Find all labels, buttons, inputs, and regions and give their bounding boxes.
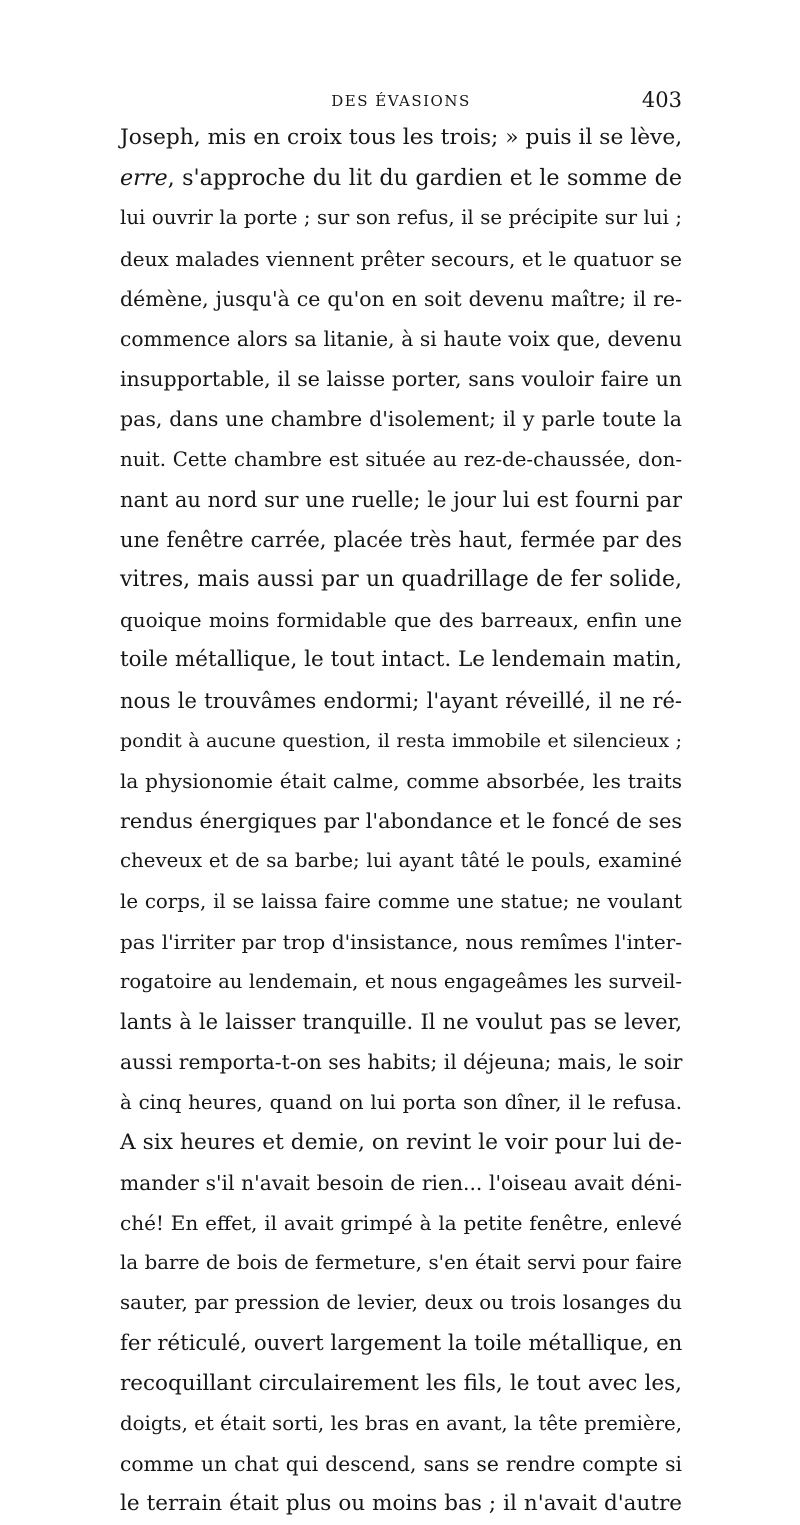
line-text: deux malades viennent prêter secours, et le quatuor se (120, 246, 682, 271)
text-line (120, 1324, 682, 1364)
text-line (120, 440, 682, 480)
line-text: mander s'il n'avait besoin de rien... l'oiseau avait déni- (120, 1170, 682, 1195)
line-text: la barre de bois de fermeture, s'en était servi pour faire (120, 1251, 682, 1275)
body-text (120, 118, 682, 1525)
line-text: nous le trouvâmes endormi; l'ayant réveillé, il ne ré- (120, 688, 682, 713)
text-line (120, 1364, 682, 1404)
page-number: 403 (641, 88, 682, 112)
line-text: le corps, il se laissa faire comme une statue; ne voulant (120, 889, 682, 913)
text-line (120, 198, 682, 238)
line-text: rogatoire au lendemain, et nous engageâmes les surveil- (120, 969, 682, 993)
text-line (120, 1283, 682, 1323)
text-line (120, 560, 682, 600)
text-line (120, 962, 682, 1002)
text-line (120, 922, 682, 962)
text-line (120, 801, 682, 841)
line-text: A six heures et demie, on revint le voir pour lui de- (120, 1129, 682, 1155)
text-line (120, 118, 682, 158)
running-head (120, 88, 682, 116)
line-text: commence alors sa litanie, à si haute voix que, devenu (120, 326, 682, 351)
line-text: rendus énergiques par l'abondance et le foncé de ses (120, 809, 682, 834)
line-text: aussi remporta-t-on ses habits; il déjeuna; mais, le soir (120, 1050, 683, 1075)
text-line (120, 520, 682, 560)
italic-word: erre (120, 165, 168, 192)
running-title: DES ÉVASIONS (331, 92, 471, 110)
line-text: ché! En effet, il avait grimpé à la petite fenêtre, enlevé (120, 1211, 682, 1236)
line-text: la physionomie était calme, comme absorbée, les traits (120, 769, 682, 793)
text-line (120, 1123, 682, 1163)
text-line (120, 882, 682, 922)
line-text: sauter, par pression de levier, deux ou trois losanges du (120, 1291, 682, 1315)
text-line (120, 239, 682, 279)
text-line (120, 1083, 682, 1123)
text-line (120, 1002, 682, 1042)
line-text: lui ouvrir la porte ; sur son refus, il se précipite sur lui ; (120, 206, 682, 230)
line-text: , s'approche du lit du gardien et le somme de (167, 165, 682, 192)
line-text: pas l'irriter par trop d'insistance, nous remîmes l'inter- (120, 929, 682, 954)
line-text: fer réticulé, ouvert largement la toile métallique, en (120, 1330, 683, 1356)
line-text: le terrain était plus ou moins bas ; il n'avait d'autre (120, 1491, 682, 1517)
line-text: à cinq heures, quand on lui porta son dîner, il le refusa. (120, 1090, 682, 1114)
line-text: pas, dans une chambre d'isolement; il y parle toute la (120, 407, 682, 432)
line-text: comme un chat qui descend, sans se rendre compte si (120, 1452, 682, 1477)
line-text: toile métallique, le tout intact. Le lendemain matin, (120, 647, 682, 673)
text-line (120, 359, 682, 399)
text-line (120, 1243, 682, 1283)
line-text: lants à le laisser tranquille. Il ne voulut pas se lever, (120, 1010, 682, 1035)
text-line (120, 761, 682, 801)
text-line (120, 399, 682, 439)
line-text: doigts, et était sorti, les bras en avant, la tête première, (120, 1412, 682, 1435)
text-line (120, 279, 682, 319)
text-line (120, 1203, 682, 1243)
line-text: cheveux et de sa barbe; lui ayant tâté le pouls, examiné (120, 849, 682, 873)
text-line (120, 1484, 682, 1524)
line-text: quoique moins formidable que des barreaux, enfin une (120, 608, 682, 633)
line-text: nuit. Cette chambre est située au rez-de-chaussée, don- (120, 447, 682, 471)
line-text: pondit à aucune question, il resta immobile et silencieux ; (120, 729, 682, 752)
text-line (120, 480, 682, 520)
text-line (120, 319, 682, 359)
text-line (120, 841, 682, 881)
text-line (120, 600, 682, 640)
line-text: insupportable, il se laisse porter, sans vouloir faire un (120, 367, 682, 392)
line-text: vitres, mais aussi par un quadrillage de fer solide, (120, 567, 682, 593)
line-text: une fenêtre carrée, placée très haut, fermée par des (120, 527, 682, 552)
text-line (120, 1163, 682, 1203)
text-line (120, 1444, 682, 1484)
text-line (120, 681, 682, 721)
text-line (120, 721, 682, 761)
text-line (120, 1404, 682, 1444)
text-line (120, 158, 682, 198)
line-text: Joseph, mis en croix tous les trois; » puis il se lève, (120, 125, 683, 150)
line-text: nant au nord sur une ruelle; le jour lui est fourni par (120, 487, 682, 512)
text-line (120, 1042, 682, 1082)
line-text: démène, jusqu'à ce qu'on en soit devenu maître; il re- (120, 286, 682, 311)
text-line (120, 640, 682, 680)
line-text: recoquillant circulairement les fils, le tout avec les, (120, 1370, 682, 1396)
